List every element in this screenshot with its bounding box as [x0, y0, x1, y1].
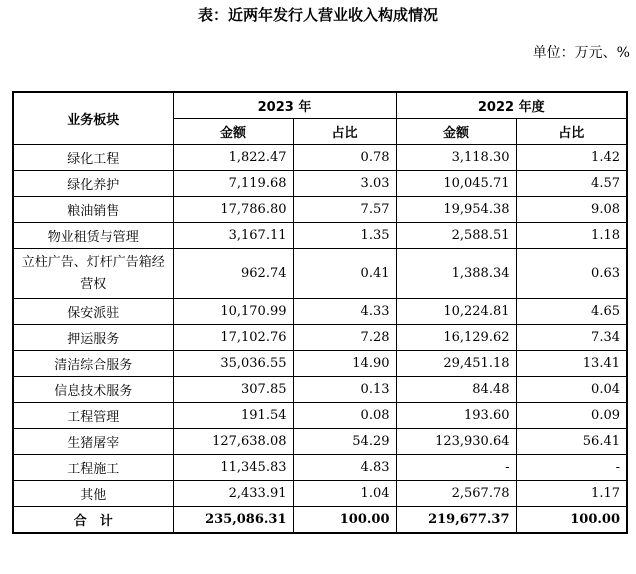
segment-name-cell: 绿化养护: [13, 171, 173, 197]
table-row: [13, 299, 627, 325]
amount-2022-cell: 2,588.51: [396, 223, 516, 249]
table-row: [13, 481, 627, 507]
table-row: [13, 249, 627, 299]
share-2022-cell: 0.04: [516, 377, 627, 403]
share-2023-cell: 7.28: [293, 325, 396, 351]
share-2023-cell: 3.03: [293, 171, 396, 197]
segment-name-cell: 生猪屠宰: [13, 429, 173, 455]
amount-2023-cell: 10,170.99: [173, 299, 293, 325]
revenue-table: [12, 91, 628, 534]
unit-label: 单位：万元、%: [532, 45, 630, 61]
table-row: [13, 197, 627, 223]
amount-2022-cell: 1,388.34: [396, 249, 516, 299]
amount-2022-cell: 10,045.71: [396, 171, 516, 197]
table-row: [13, 351, 627, 377]
amount-2023-cell: 7,119.68: [173, 171, 293, 197]
table-row: [13, 455, 627, 481]
share-2023-cell: 0.08: [293, 403, 396, 429]
segment-name-cell: 其他: [13, 481, 173, 507]
segment-name-cell: 绿化工程: [13, 145, 173, 171]
amount-2023-cell: 3,167.11: [173, 223, 293, 249]
share-2022-cell: 0.09: [516, 403, 627, 429]
amount-2022-cell: 123,930.64: [396, 429, 516, 455]
amount-2022-cell: 2,567.78: [396, 481, 516, 507]
share-2023-cell: 54.29: [293, 429, 396, 455]
amount-2022-cell: 29,451.18: [396, 351, 516, 377]
segment-name-cell: 物业租赁与管理: [13, 223, 173, 249]
amount-2023-cell: 11,345.83: [173, 455, 293, 481]
amount-2023-cell: 235,086.31: [173, 507, 293, 534]
share-2023-cell: 0.13: [293, 377, 396, 403]
segment-name-cell: 粮油销售: [13, 197, 173, 223]
share-2022-cell: -: [516, 455, 627, 481]
segment-name-cell: 工程施工: [13, 455, 173, 481]
table-row: [13, 429, 627, 455]
segment-name-cell: 立柱广告、灯杆广告箱经营权: [13, 249, 173, 299]
amount-2022-cell: 84.48: [396, 377, 516, 403]
share-2023-cell: 0.41: [293, 249, 396, 299]
header-share-2023: 占比: [293, 119, 396, 145]
segment-name-cell: 工程管理: [13, 403, 173, 429]
share-2022-cell: 1.17: [516, 481, 627, 507]
segment-name-cell: 信息技术服务: [13, 377, 173, 403]
share-2022-cell: 0.63: [516, 249, 627, 299]
share-2022-cell: 1.18: [516, 223, 627, 249]
amount-2022-cell: 219,677.37: [396, 507, 516, 534]
share-2022-cell: 4.65: [516, 299, 627, 325]
share-2022-cell: 100.00: [516, 507, 627, 534]
table-row: [13, 377, 627, 403]
share-2023-cell: 7.57: [293, 197, 396, 223]
header-amount-2023: 金额: [173, 119, 293, 145]
amount-2022-cell: 19,954.38: [396, 197, 516, 223]
share-2022-cell: 1.42: [516, 145, 627, 171]
table-row: [13, 223, 627, 249]
header-year-2023: 2023 年: [173, 92, 396, 119]
amount-2023-cell: 191.54: [173, 403, 293, 429]
amount-2022-cell: 10,224.81: [396, 299, 516, 325]
table-row: [13, 403, 627, 429]
share-2022-cell: 13.41: [516, 351, 627, 377]
share-2023-cell: 0.78: [293, 145, 396, 171]
segment-name-cell: 保安派驻: [13, 299, 173, 325]
amount-2022-cell: 16,129.62: [396, 325, 516, 351]
total-row: [13, 507, 627, 534]
table-row: [13, 145, 627, 171]
share-2022-cell: 9.08: [516, 197, 627, 223]
share-2023-cell: 100.00: [293, 507, 396, 534]
header-year-2022: 2022 年度: [396, 92, 627, 119]
share-2023-cell: 1.35: [293, 223, 396, 249]
amount-2022-cell: 193.60: [396, 403, 516, 429]
share-2023-cell: 14.90: [293, 351, 396, 377]
amount-2023-cell: 2,433.91: [173, 481, 293, 507]
table-row: [13, 171, 627, 197]
table-title: 表：近两年发行人营业收入构成情况: [197, 6, 438, 24]
amount-2023-cell: 307.85: [173, 377, 293, 403]
amount-2023-cell: 962.74: [173, 249, 293, 299]
amount-2023-cell: 17,102.76: [173, 325, 293, 351]
share-2023-cell: 1.04: [293, 481, 396, 507]
segment-name-cell: 合 计: [13, 507, 173, 534]
table-row: [13, 325, 627, 351]
share-2022-cell: 56.41: [516, 429, 627, 455]
header-amount-2022: 金额: [396, 119, 516, 145]
header-share-2022: 占比: [516, 119, 627, 145]
share-2023-cell: 4.33: [293, 299, 396, 325]
amount-2022-cell: -: [396, 455, 516, 481]
share-2022-cell: 7.34: [516, 325, 627, 351]
share-2022-cell: 4.57: [516, 171, 627, 197]
amount-2023-cell: 35,036.55: [173, 351, 293, 377]
amount-2022-cell: 3,118.30: [396, 145, 516, 171]
header-segment: 业务板块: [13, 92, 173, 145]
segment-name-cell: 清洁综合服务: [13, 351, 173, 377]
amount-2023-cell: 17,786.80: [173, 197, 293, 223]
share-2023-cell: 4.83: [293, 455, 396, 481]
amount-2023-cell: 127,638.08: [173, 429, 293, 455]
amount-2023-cell: 1,822.47: [173, 145, 293, 171]
segment-name-cell: 押运服务: [13, 325, 173, 351]
